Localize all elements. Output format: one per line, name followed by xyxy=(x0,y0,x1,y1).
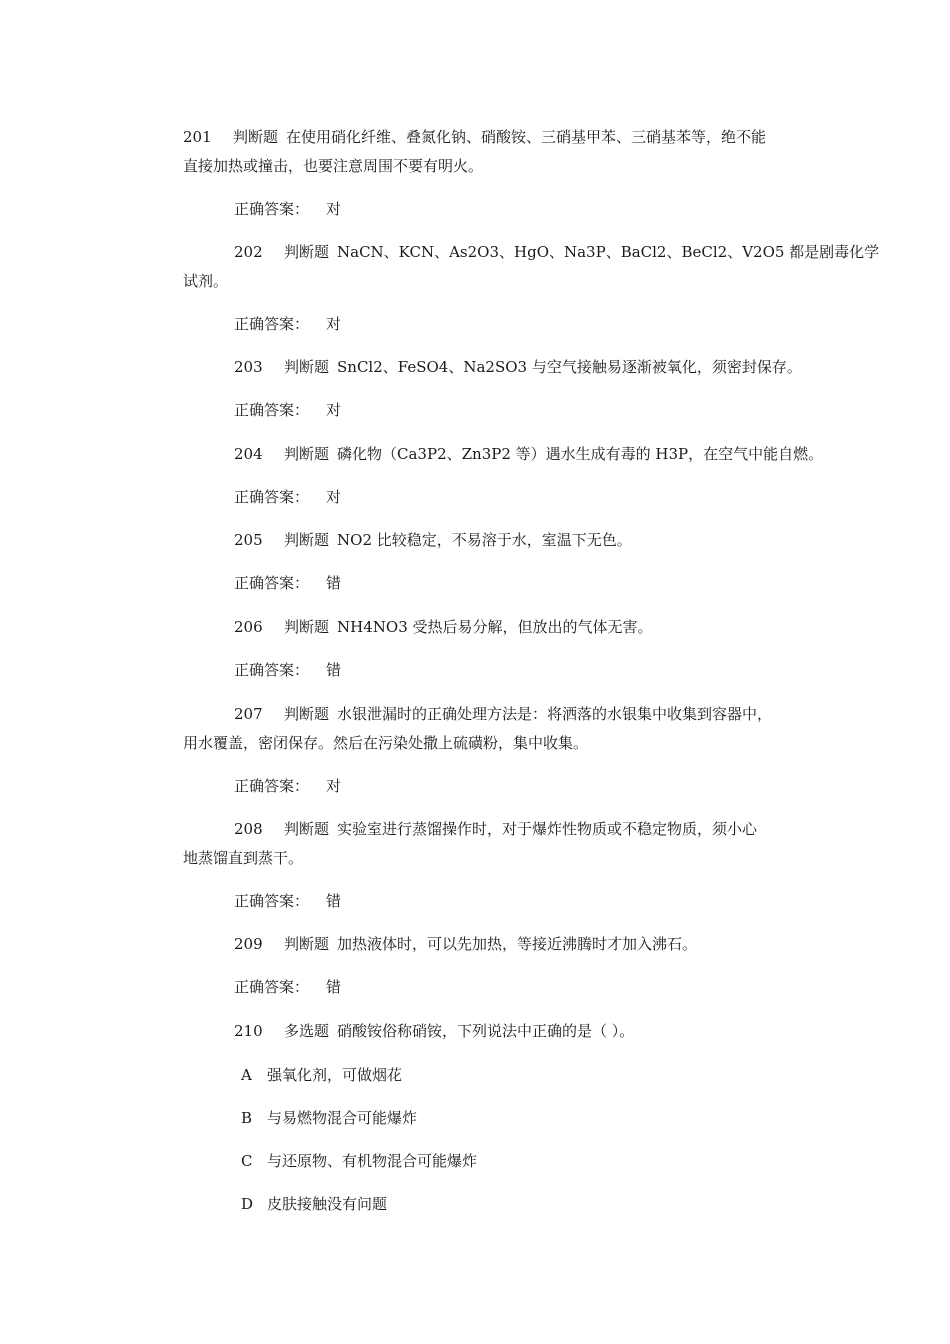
answer-value: 对 xyxy=(326,488,342,506)
option-letter: A xyxy=(241,1066,252,1084)
question-209-line1 xyxy=(234,934,697,954)
question-text: 在使用硝化纤维、叠氮化钠、硝酸铵、三硝基甲苯、三硝基苯等，绝不能 xyxy=(286,128,767,146)
answer-value: 对 xyxy=(326,315,342,333)
question-number: 201 xyxy=(183,128,212,146)
question-text: NH4NO3 受热后易分解，但放出的气体无害。 xyxy=(337,618,653,636)
question-204-answer xyxy=(234,487,341,507)
question-204-line1 xyxy=(234,444,823,464)
question-205-answer xyxy=(234,573,341,593)
question-208-line1 xyxy=(234,819,757,839)
question-number: 210 xyxy=(234,1022,263,1040)
option-text: 皮肤接触没有问题 xyxy=(267,1195,388,1213)
question-text: 硝酸铵俗称硝铵，下列说法中正确的是（ ）。 xyxy=(337,1022,635,1040)
question-text: 加热液体时，可以先加热，等接近沸腾时才加入沸石。 xyxy=(337,935,698,953)
question-type: 判断题 xyxy=(233,128,279,146)
question-text: NO2 比较稳定，不易溶于水，室温下无色。 xyxy=(337,531,632,549)
question-207-line1 xyxy=(234,704,772,724)
question-type: 判断题 xyxy=(284,935,330,953)
question-type: 判断题 xyxy=(284,705,330,723)
question-number: 205 xyxy=(234,531,263,549)
option-letter: C xyxy=(241,1152,253,1170)
question-203-answer xyxy=(234,400,341,420)
question-number: 202 xyxy=(234,243,263,261)
answer-value: 对 xyxy=(326,401,342,419)
question-201-line2 xyxy=(183,156,483,176)
answer-label: 正确答案： xyxy=(234,401,310,419)
answer-label: 正确答案： xyxy=(234,200,310,218)
answer-value: 错 xyxy=(326,892,342,910)
answer-value: 错 xyxy=(326,978,342,996)
question-number: 203 xyxy=(234,358,263,376)
question-type: 多选题 xyxy=(284,1022,330,1040)
question-type: 判断题 xyxy=(284,358,330,376)
question-202-answer xyxy=(234,314,341,334)
option-c xyxy=(241,1151,477,1171)
option-letter: D xyxy=(241,1195,254,1213)
question-type: 判断题 xyxy=(284,618,330,636)
question-text: 磷化物（Ca3P2、Zn3P2 等）遇水生成有毒的 H3P，在空气中能自燃。 xyxy=(337,445,824,463)
question-202-line1 xyxy=(234,242,879,262)
question-207-line2 xyxy=(183,733,588,753)
question-type: 判断题 xyxy=(284,531,330,549)
question-203-line1 xyxy=(234,357,802,377)
question-202-line2 xyxy=(183,271,228,291)
question-201-line1 xyxy=(183,127,766,147)
question-number: 206 xyxy=(234,618,263,636)
answer-label: 正确答案： xyxy=(234,892,310,910)
answer-label: 正确答案： xyxy=(234,574,310,592)
answer-value: 对 xyxy=(326,777,342,795)
question-number: 204 xyxy=(234,445,263,463)
question-206-answer xyxy=(234,660,341,680)
question-text: 直接加热或撞击，也要注意周围不要有明火。 xyxy=(183,157,484,175)
option-letter: B xyxy=(241,1109,253,1127)
question-number: 207 xyxy=(234,705,263,723)
question-207-answer xyxy=(234,776,341,796)
option-text: 强氧化剂，可做烟花 xyxy=(267,1066,403,1084)
option-text: 与还原物、有机物混合可能爆炸 xyxy=(267,1152,478,1170)
answer-value: 对 xyxy=(326,200,342,218)
question-201-answer xyxy=(234,199,341,219)
question-type: 判断题 xyxy=(284,445,330,463)
question-number: 208 xyxy=(234,820,263,838)
question-text: 实验室进行蒸馏操作时，对于爆炸性物质或不稳定物质，须小心 xyxy=(337,820,758,838)
question-text: NaCN、KCN、As2O3、HgO、Na3P、BaCl2、BeCl2、V2O5 都是剧毒化学 xyxy=(337,243,880,261)
answer-label: 正确答案： xyxy=(234,488,310,506)
question-210-line1 xyxy=(234,1021,634,1041)
answer-value: 错 xyxy=(326,574,342,592)
question-text: 用水覆盖，密闭保存。然后在污染处撒上硫磺粉，集中收集。 xyxy=(183,734,589,752)
option-a xyxy=(241,1065,402,1085)
answer-label: 正确答案： xyxy=(234,315,310,333)
question-text: SnCl2、FeSO4、Na2SO3 与空气接触易逐渐被氧化，须密封保存。 xyxy=(337,358,802,376)
question-208-answer xyxy=(234,891,341,911)
answer-label: 正确答案： xyxy=(234,777,310,795)
option-b xyxy=(241,1108,417,1128)
question-type: 判断题 xyxy=(284,820,330,838)
answer-label: 正确答案： xyxy=(234,661,310,679)
question-text: 水银泄漏时的正确处理方法是：将洒落的水银集中收集到容器中， xyxy=(337,705,773,723)
question-text: 地蒸馏直到蒸干。 xyxy=(183,849,304,867)
option-text: 与易燃物混合可能爆炸 xyxy=(267,1109,418,1127)
question-205-line1 xyxy=(234,530,632,550)
question-text: 试剂。 xyxy=(183,272,229,290)
answer-value: 错 xyxy=(326,661,342,679)
option-d xyxy=(241,1194,387,1214)
answer-label: 正确答案： xyxy=(234,978,310,996)
question-206-line1 xyxy=(234,617,653,637)
question-number: 209 xyxy=(234,935,263,953)
question-209-answer xyxy=(234,977,341,997)
question-type: 判断题 xyxy=(284,243,330,261)
question-208-line2 xyxy=(183,848,303,868)
